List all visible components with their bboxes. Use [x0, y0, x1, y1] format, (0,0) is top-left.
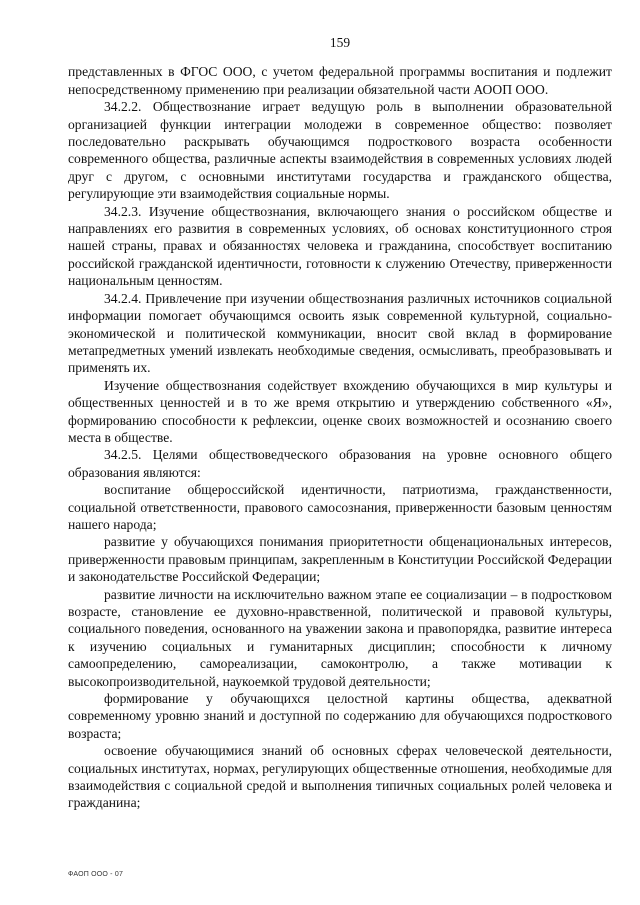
goal-item-worldview: формирование у обучающихся целостной картины общества, адекватной современному уровню знаний и доступной по содержанию для обучающихся подросткового возраста; — [68, 691, 612, 741]
paragraph-34-2-3: 34.2.3. Изучение обществознания, включающего знания о российском обществе и направлениях его развития в современных условиях, об основах конституционного строя нашей страны, правах и обязанностях человека и гражданина, способствует воспитанию российской гражданской идентичности, готовности к служению Отечеству, приверженности национальным ценностям. — [68, 203, 612, 289]
goal-item-personal-development: развитие личности на исключительно важном этапе ее социализации – в подростковом возрасте, становление ее духовно-нравственной, политической и правовой культуры, социального поведения, основанного на уважении закона и правопорядка, развитие интереса к изучению социальных и гуманитарных дисциплин; способности к личному самоопределению, самореализации, самоконтролю, а также мотивации к высокопроизводительной, наукоемкой трудовой деятельности; — [68, 586, 612, 689]
goal-item-national-interests: развитие у обучающихся понимания приоритетности общенациональных интересов, приверженности правовым принципам, закрепленным в Конституции Российской Федерации и законодательстве Российской Федерации; — [68, 534, 612, 585]
paragraph-34-2-4: 34.2.4. Привлечение при изучении обществознания различных источников социальной информации помогает обучающимся освоить язык современной культурной, социально-экономической и политической коммуникации, вносит свой вклад в формирование метапредметных умений извлекать необходимые сведения, осмысливать, преобразовывать и применять их. — [68, 290, 612, 376]
paragraph-continuation: представленных в ФГОС ООО, с учетом федеральной программы воспитания и подлежит непосредственному применению при реализации обязательной части АООП ООО. — [68, 64, 612, 97]
goal-item-identity: воспитание общероссийской идентичности, патриотизма, гражданственности, социальной ответственности, правового самосознания, приверженности базовым ценностям нашего народа; — [68, 482, 612, 532]
page-number: 159 — [329, 35, 351, 50]
goal-item-knowledge: освоение обучающимися знаний об основных сферах человеческой деятельности, социальных институтах, нормах, регулирующих общественные отношения, необходимые для взаимодействия с социальной средой и выполнения типичных социальных ролей человека и гражданина; — [68, 743, 612, 811]
paragraph-34-2-2: 34.2.2. Обществознание играет ведущую роль в выполнении образовательной организацией функции интеграции молодежи в современное общество: позволяет последовательно раскрывать обучающимся подросткового возраста особенности современного общества, различные аспекты взаимодействия в современных условиях людей друг с другом, с основными институтами государства и гражданского общества, регулирующие эти взаимодействия социальные нормы. — [68, 99, 612, 202]
paragraph-34-2-5: 34.2.5. Целями обществоведческого образования на уровне основного общего образования являются: — [68, 447, 612, 480]
footer-code: ФАОП ООО - 07 — [68, 870, 124, 878]
paragraph-self-identity: Изучение обществознания содействует вхождению обучающихся в мир культуры и общественных ценностей и в то же время открытию и утверждению собственного «Я», формированию способности к рефлексии, оценке своих возможностей и осознанию своего места в обществе. — [68, 377, 612, 445]
